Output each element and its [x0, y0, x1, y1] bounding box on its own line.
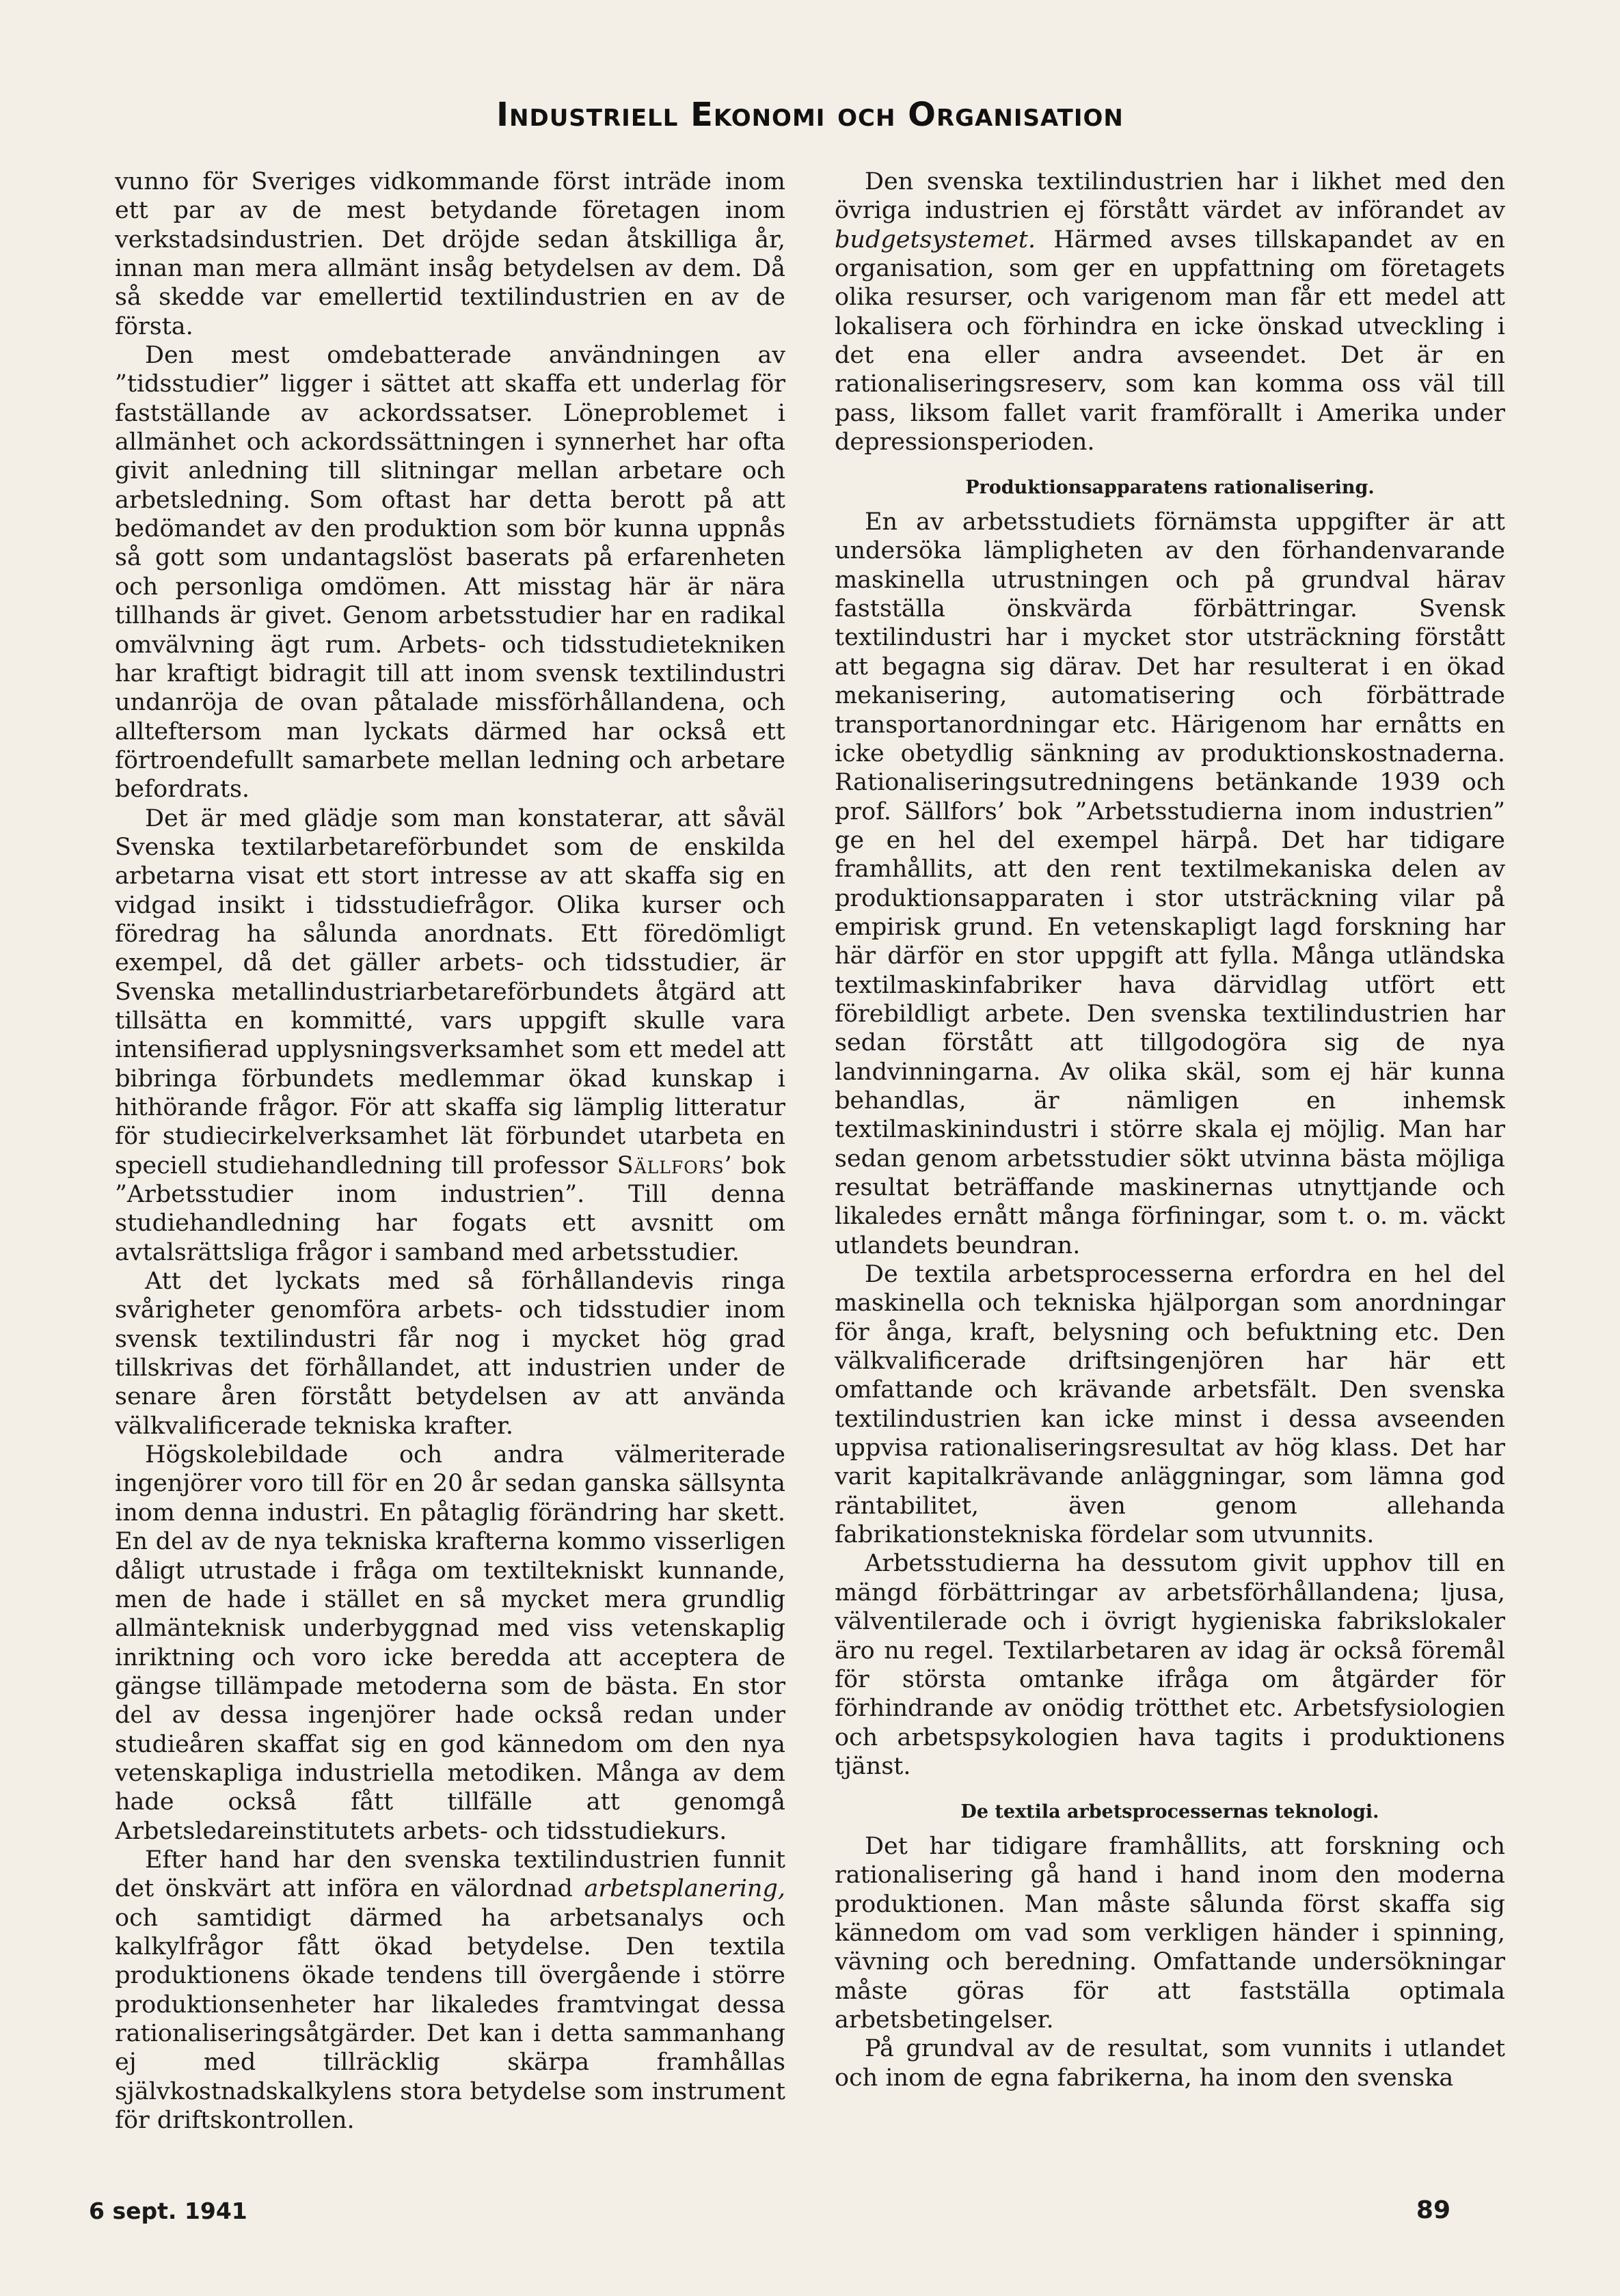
paragraph: vunno för Sveriges vidkommande först inträde inom ett par av de mest betydande företagen inom verkstadsindustrien. Det dröjde sedan åtskilliga år, innan man mera allmänt insåg betydelsen av dem. Då så skedde var emellertid textilindustrien en av de första. [115, 168, 785, 340]
issue-date: 6 sept. 1941 [89, 2198, 247, 2224]
paragraph-text: och samtidigt därmed ha arbetsanalys och kalkylfrågor fått ökad betydelse. Den textila produktionens ökade tendens till övergående i större produktionsenheter har likaledes framtvingat dessa rationaliseringsåtgärder. Det kan i detta sammanhang ej med tillräcklig skärpa framhållas självkostnadskalkylens stora betydelse som instrument för driftskontrollen. [115, 1904, 785, 2135]
paragraph-text: Efter hand har den svenska textilindustrien funnit det önskvärt att införa en välordnad [115, 1846, 785, 1903]
paragraph: Högskolebildade och andra välmeriterade ingenjörer voro till för en 20 år sedan ganska sällsynta inom denna industri. En påtaglig förändring har skett. En del av de nya tekniska krafterna kommo visserligen dåligt utrustade i fråga om textiltekniskt kunnande, men de hade i stället en så mycket mera grundlig allmänteknisk underbyggnad med viss vetenskaplig inriktning och voro icke beredda att acceptera de gängse tillämpade metoderna som de bästa. En stor del av dessa ingenjörer hade också redan under studieåren skaffat sig en god kännedom om den nya vetenskapliga industriella metodiken. Många av dem hade också fått tillfälle att genomgå Arbetsledareinstitutets arbets- och tidsstudiekurs. [115, 1441, 785, 1845]
paragraph-text: Den svenska textilindustrien har i likhet med den övriga industrien ej förstått värdet av införandet av [835, 168, 1505, 225]
emphasis-term: budgetsystemet. [835, 226, 1036, 254]
paragraph-text: Härmed avses tillskapandet av en organisation, som ger en uppfattning om företagets olika resurser, och varigenom man får ett medel att lokalisera och förhindra en icke önskad utveckling i det ena eller andra avseendet. Det är en rationaliseringsreserv, som kan komma oss väl till pass, liksom fallet varit framförallt i Amerika under depressionsperioden. [835, 226, 1505, 456]
section-heading: De textila arbetsprocessernas teknologi. [960, 1801, 1379, 1823]
section-heading: Produktionsapparatens rationalisering. [965, 477, 1375, 499]
paragraph: De textila arbetsprocesserna erfordra en hel del maskinella och tekniska hjälporgan som anordningar för ånga, kraft, belysning och befuktning etc. Den välkvalificerade driftsingenjören har här ett omfattande och krävande arbetsfält. Den svenska textilindustrien kan icke minst i dessa avseenden uppvisa rationaliseringsresultat av hög klass. Det har varit kapitalkrävande anläggningar, som lämna god räntabilitet, även genom allehanda fabrikationstekniska fördelar som utvunnits. [835, 1261, 1505, 1549]
paragraph [835, 167, 1505, 456]
paragraph-text: ’ bok ”Arbetsstudier inom industrien”. Till denna studiehandledning har fogats ett avsnitt om avtalsrättsliga frågor i samband med arbetsstudier. [115, 1151, 785, 1266]
running-header: Industriell Ekonomi och Organisation [496, 96, 1124, 134]
paragraph: Arbetsstudierna ha dessutom givit upphov till en mängd förbättringar av arbetsförhållandena; ljusa, välventilerade och i övrigt hygieniska fabrikslokaler äro nu regel. Textilarbetaren av idag är också föremål för största omtanke ifråga om åtgärder för förhindrande av onödig trötthet etc. Arbetsfysiologien och arbetspsykologien hava tagits i produktionens tjänst. [835, 1550, 1505, 1780]
paragraph: På grundval av de resultat, som vunnits i utlandet och inom de egna fabrikerna, ha inom den svenska [835, 2035, 1505, 2092]
paragraph: En av arbetsstudiets förnämsta uppgifter är att undersöka lämpligheten av den förhandenvarande maskinella utrustningen och på grundval härav fastställa önskvärda förbättringar. Svensk textilindustri har i mycket stor utsträckning förstått att begagna sig därav. Det har resulterat i en ökad mekanisering, automatisering och förbättrade transportanordningar etc. Härigenom har ernåtts en icke obetydlig sänkning av produktionskostnaderna. Rationaliseringsutredningens betänkande 1939 och prof. Sällfors’ bok ”Arbetsstudierna inom industrien” ge en hel del exempel härpå. Det har tidigare framhållits, att den rent textilmekaniska delen av produktionsapparaten i stor utsträckning vilar på empirisk grund. En vetenskapligt lagd forskning har här därför en stor uppgift att fylla. Många utländska textilmaskinfabriker hava därvidlag utfört ett förebildligt arbete. Den svenska textilindustrien har sedan förstått att tillgodogöra sig de nya landvinningarna. Av olika skäl, som ej här kunna behandlas, är nämligen en inhemsk textilmaskinindustri i större skala ej möjlig. Man har sedan genom arbetsstudier sökt utvinna bästa möjliga resultat beträffande maskinernas utnyttjande och likaledes ernått många förfiningar, som t. o. m. väckt utlandets beundran. [835, 508, 1505, 1259]
article-body [115, 167, 1505, 2163]
paragraph: Att det lyckats med så förhållandevis ringa svårigheter genomföra arbets- och tidsstudier inom svensk textilindustri får nog i mycket hög grad tillskrivas det förhållandet, att industrien under de senare åren förstått betydelsen av att använda välkvalificerade tekniska krafter. [115, 1268, 785, 1440]
page-number: 89 [1416, 2196, 1450, 2224]
emphasis-term: arbetsplanering, [584, 1875, 785, 1903]
paragraph: Den mest omdebatterade användningen av ”tidsstudier” ligger i sättet att skaffa ett underlag för fastställande av ackordssatser. Löneproblemet i allmänhet och ackordssättningen i synnerhet har ofta givit anledning till slitningar mellan arbetare och arbetsledning. Som oftast har detta berott på att bedömandet av den produktion som bör kunna uppnås så gott som undantagslöst baserats på erfarenheten och personliga omdömen. Att misstag här är nära tillhands är givet. Genom arbetsstudier har en radikal omvälvning ägt rum. Arbets- och tidsstudietekniken har kraftigt bidragit till att inom svensk textilindustri undanröja de ovan påtalade missförhållandena, och allteftersom man lyckats därmed har också ett förtroendefullt samarbete mellan ledning och arbetare befordrats. [115, 342, 785, 804]
paragraph: Det har tidigare framhållits, att forskning och rationalisering gå hand i hand inom den moderna produktionen. Man måste sålunda först skaffa sig kännedom om vad som verkligen händer i spinning, vävning och beredning. Omfattande undersökningar måste göras för att fastställa optimala arbetsbetingelser. [835, 1832, 1505, 2034]
right-column [835, 167, 1505, 2163]
paragraph-text: Det är med glädje som man konstaterar, att såväl Svenska textilarbetareförbundet som de enskilda arbetarna visat ett stort intresse av att skaffa sig en vidgad insikt i tidsstudiefrågor. Olika kurser och föredrag ha sålunda anordnats. Ett föredömligt exempel, då det gäller arbets- och tidsstudier, är Svenska metallindustriarbetareförbundets åtgärd att tillsätta en kommitté, vars uppgift skulle vara intensifierad upplysningsverksamhet som ett medel att bibringa förbundets medlemmar ökad kunskap i hithörande frågor. För att skaffa sig lämplig litteratur för studiecirkelverksamhet lät förbundet utarbeta en speciell studiehandledning till professor [115, 804, 785, 1179]
paragraph [115, 804, 785, 1268]
paragraph [115, 1846, 785, 2135]
author-name: Sällfors [617, 1151, 725, 1179]
left-column [115, 167, 785, 2163]
